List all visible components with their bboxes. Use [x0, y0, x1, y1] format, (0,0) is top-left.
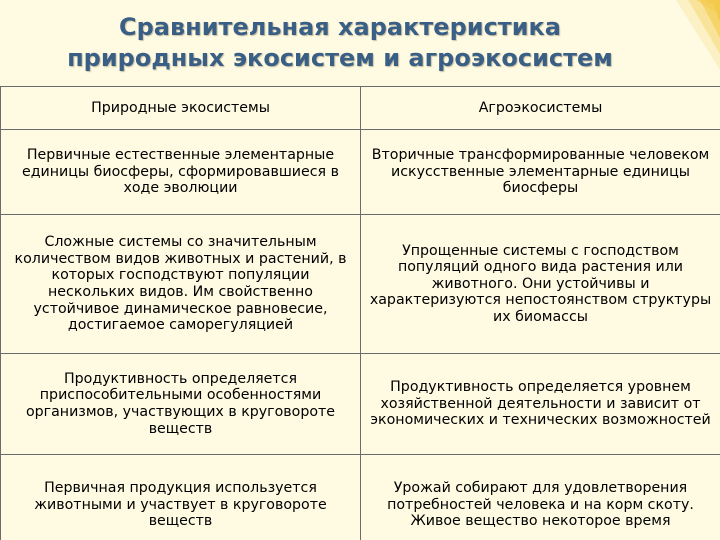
table-cell-natural: Первичные естественные элементарные единицы биосферы, сформировавшиеся в ходе эволюции	[1, 130, 361, 215]
page-title	[0, 12, 680, 74]
table-cell-natural: Первичная продукция используется животными и участвует в круговороте веществ	[1, 455, 361, 540]
comparison-table-container	[0, 86, 720, 540]
title-line-1: Сравнительная характеристика	[118, 13, 562, 41]
header-agroecosystems: Агроэкосистемы	[361, 87, 720, 130]
title-line-2: природных экосистем и агроэкосистем	[67, 44, 613, 72]
table-cell-agro: Вторичные трансформированные человеком искусственные элементарные единицы биосферы	[361, 130, 720, 215]
table-cell-agro: Упрощенные системы с господством популяций одного вида растения или животного. Они устойчивы и характеризуются непостоянством структуры их биомассы	[361, 215, 720, 354]
header-natural-ecosystems: Природные экосистемы	[1, 87, 361, 130]
table-row	[1, 354, 720, 455]
table-cell-agro: Продуктивность определяется уровнем хозяйственной деятельности и зависит от экономических и технических возможностей	[361, 354, 720, 455]
comparison-table	[0, 86, 720, 540]
table-row	[1, 130, 720, 215]
table-header-row	[1, 87, 720, 130]
table-row	[1, 455, 720, 540]
table-cell-agro: Урожай собирают для удовлетворения потребностей человека и на корм скоту. Живое вещество некоторое время	[361, 455, 720, 540]
table-cell-natural: Сложные системы со значительным количеством видов животных и растений, в которых господствуют популяции нескольких видов. Им свойственно устойчивое динамическое равновесие, достигаемое саморегуляцией	[1, 215, 361, 354]
table-row	[1, 215, 720, 354]
table-cell-natural: Продуктивность определяется приспособительными особенностями организмов, участвующих в круговороте веществ	[1, 354, 361, 455]
